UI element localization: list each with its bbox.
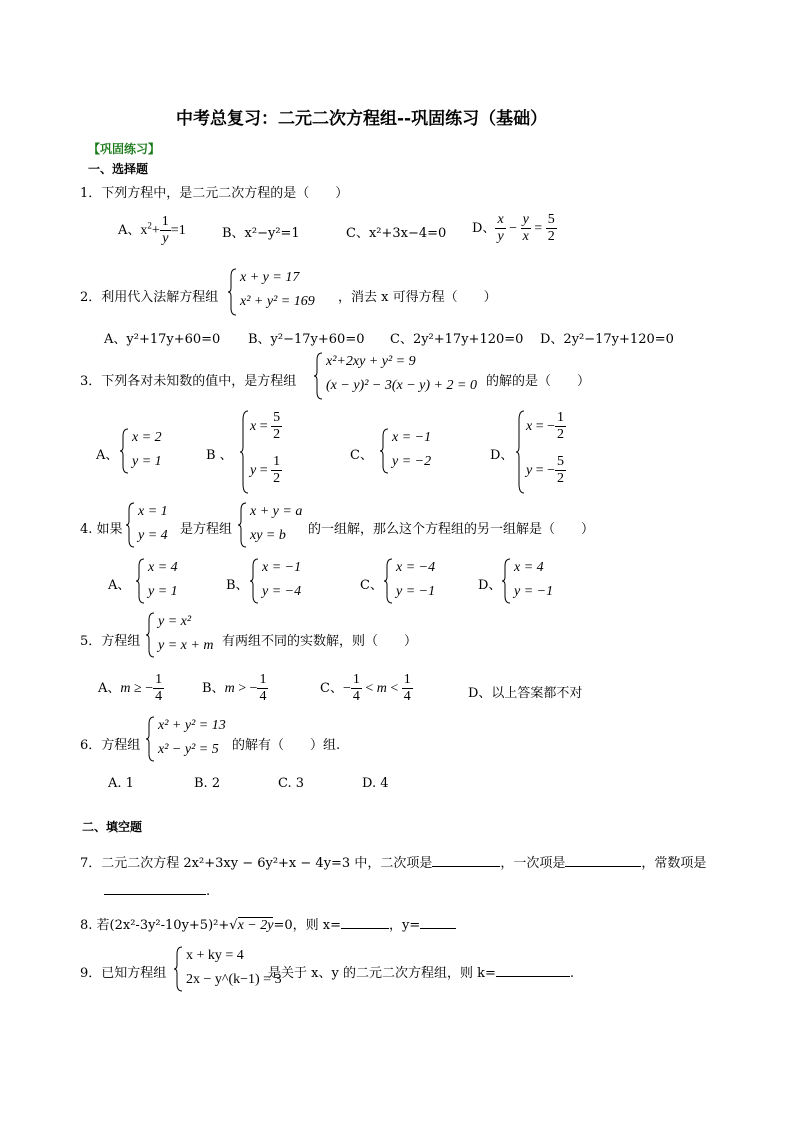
option-label: C、 xyxy=(320,681,343,697)
answer-blank[interactable] xyxy=(420,928,456,929)
brace-icon xyxy=(238,502,248,548)
question-4-stem-mid: 是方程组 xyxy=(180,522,233,537)
option-label: A、 xyxy=(98,681,121,697)
option-y: y = − $\frac{5}{2}$ xyxy=(526,454,565,487)
question-3-option-c xyxy=(380,428,450,476)
option-y: y = $\frac{1}{2}$ xyxy=(250,454,281,487)
option-x: x = 4 xyxy=(148,560,178,575)
system-eq-2: x² + y² = 169 xyxy=(240,294,315,309)
question-4-option-c-label: C、 xyxy=(360,578,383,593)
question-2-option-a: A、y²+17y+60=0 xyxy=(104,332,221,347)
system-eq-1: x + y = a xyxy=(250,504,303,519)
question-4-stem-pre: 4. 如果 xyxy=(80,522,123,537)
question-2-option-d: D、2y²−17y+120=0 xyxy=(540,332,674,347)
brace-icon xyxy=(146,716,156,762)
question-2-system xyxy=(228,268,338,318)
system-eq-1: x + y = 17 xyxy=(240,270,300,285)
question-8-mid: =0，则 x= xyxy=(273,918,341,933)
question-6-stem-pre: 6．方程组 xyxy=(80,738,141,753)
section-heading-fill: 二、填空题 xyxy=(82,820,143,834)
question-5-stem-pre: 5．方程组 xyxy=(80,634,141,649)
option-y: y = −1 xyxy=(514,584,554,599)
sqrt-content: x − 2y xyxy=(237,918,274,933)
answer-blank[interactable] xyxy=(565,866,641,867)
system-eq-2: xy = b xyxy=(250,528,286,543)
option-label: D、 xyxy=(472,221,496,237)
system-eq-2: y = x + m xyxy=(158,638,214,653)
question-7-stem: 7．二元二次方程 2x²+3xy − 6y²+x − 4y=3 中，二次项是 xyxy=(80,856,433,871)
system-eq-2: x² − y² = 5 xyxy=(158,742,219,757)
question-5-option-d: D、以上答案都不对 xyxy=(468,686,583,701)
question-1-stem: 1．下列方程中，是二元二次方程的是（ ） xyxy=(80,186,349,201)
question-6-option-a: A. 1 xyxy=(108,776,134,791)
option-label: B、 xyxy=(202,681,225,697)
answer-blank[interactable] xyxy=(341,928,389,929)
question-8-mid2: ，y= xyxy=(388,918,421,933)
question-3-option-b-label: B 、 xyxy=(206,448,233,463)
brace-icon xyxy=(384,558,394,604)
question-8-line xyxy=(80,914,456,934)
question-4-option-b xyxy=(250,558,312,606)
question-3-option-a-label: A、 xyxy=(96,448,119,463)
question-5-stem-post: 有两组不同的实数解，则（ ） xyxy=(222,634,418,649)
system-eq-1: x + ky = 4 xyxy=(186,948,244,963)
question-4-option-b-label: B、 xyxy=(226,578,249,593)
question-7-mid2: ，常数项是 xyxy=(641,856,707,871)
brace-icon xyxy=(174,946,184,992)
option-y: y = 1 xyxy=(132,454,162,469)
question-4-option-a-label: A、 xyxy=(108,578,131,593)
question-4-option-d xyxy=(502,558,564,606)
question-2-stem-pre: 2．利用代入法解方程组 xyxy=(80,290,219,305)
option-x: x = − $\frac{1}{2}$ xyxy=(526,410,565,443)
question-3-option-d-label: D、 xyxy=(490,448,514,463)
question-1-option-b: B、x²−y²=1 xyxy=(222,226,300,241)
question-5-option-b: B、m > − $\frac{1}{4}$ xyxy=(202,672,267,705)
question-4-option-d-label: D、 xyxy=(478,578,502,593)
question-3-stem-post: 的解的是（ ） xyxy=(486,374,591,389)
option-x: x = 2 xyxy=(132,430,162,445)
option-x: x = $\frac{5}{2}$ xyxy=(250,410,281,443)
question-1-option-c: C、x²+3x−4=0 xyxy=(346,226,447,241)
question-4-system xyxy=(238,502,310,550)
question-6-system xyxy=(146,716,242,764)
solution-y: y = 4 xyxy=(138,528,168,543)
answer-blank[interactable] xyxy=(432,866,500,867)
option-label: A、 xyxy=(118,223,141,239)
question-3-system xyxy=(314,352,489,402)
brace-icon xyxy=(314,352,324,400)
question-7-mid1: ，一次项是 xyxy=(500,856,566,871)
option-x: x = −1 xyxy=(392,430,432,445)
question-9-system xyxy=(174,946,282,994)
brace-icon xyxy=(228,268,238,316)
brace-icon xyxy=(240,410,250,494)
option-y: y = −4 xyxy=(262,584,302,599)
option-y: y = 1 xyxy=(148,584,178,599)
brace-icon xyxy=(502,558,512,604)
question-5-system xyxy=(146,612,226,660)
answer-blank[interactable] xyxy=(496,976,570,977)
brace-icon xyxy=(250,558,260,604)
question-3-option-d xyxy=(516,410,596,496)
section-tag: 【巩固练习】 xyxy=(88,142,161,156)
question-6-option-c: C. 3 xyxy=(278,776,305,791)
question-2-option-c: C、2y²+17y+120=0 xyxy=(390,332,524,347)
option-x: x = −1 xyxy=(262,560,302,575)
question-5-option-c: C、− $\frac{1}{4}$ < m < $\frac{1}{4}$ xyxy=(320,672,411,705)
question-7-line xyxy=(80,852,706,871)
question-4-solution xyxy=(126,502,178,550)
question-3-option-a xyxy=(120,428,180,476)
question-9-line xyxy=(268,962,574,981)
system-eq-2: 2x − y^(k−1) = 3 xyxy=(186,972,282,987)
section-heading-choice: 一、选择题 xyxy=(88,162,149,176)
system-eq-1: x² + y² = 13 xyxy=(158,718,226,733)
option-x: x = 4 xyxy=(514,560,544,575)
question-2-option-b: B、y²−17y+60=0 xyxy=(248,332,365,347)
question-9-stem-pre: 9．已知方程组 xyxy=(80,966,167,981)
question-6-option-b: B. 2 xyxy=(194,776,221,791)
question-9-stem-post: 是关于 x、y 的二元二次方程组，则 k= xyxy=(268,966,496,981)
system-eq-1: x²+2xy + y² = 9 xyxy=(326,354,416,369)
question-3-option-b xyxy=(240,410,300,496)
question-2-stem-post: ，消去 x 可得方程（ ） xyxy=(338,290,497,305)
brace-icon xyxy=(516,410,526,494)
question-6-stem-post: 的解有（ ）组. xyxy=(232,738,341,753)
option-y: y = −1 xyxy=(396,584,436,599)
brace-icon xyxy=(146,612,156,658)
answer-blank[interactable] xyxy=(104,894,206,895)
question-3-stem-pre: 3．下列各对未知数的值中，是方程组 xyxy=(80,374,297,389)
page-title: 中考总复习：二元二次方程组--巩固练习（基础） xyxy=(176,109,548,129)
question-5-option-a: A、m ≥ − $\frac{1}{4}$ xyxy=(98,672,163,705)
brace-icon xyxy=(136,558,146,604)
question-3-option-c-label: C、 xyxy=(350,448,373,463)
solution-x: x = 1 xyxy=(138,504,168,519)
question-4-stem-post: 的一组解，那么这个方程组的另一组解是（ ） xyxy=(308,522,595,537)
sqrt-icon: √ xyxy=(229,918,238,933)
question-4-option-a xyxy=(136,558,188,606)
question-7-line2 xyxy=(104,884,210,899)
question-9-end: . xyxy=(569,966,574,981)
question-1-option-a: A、$x^2+$ $\frac{1}{y}$ =1 xyxy=(118,214,186,247)
option-x: x = −4 xyxy=(396,560,436,575)
system-eq-1: y = x² xyxy=(158,614,192,629)
question-7-end: . xyxy=(206,884,211,899)
question-4-option-c xyxy=(384,558,446,606)
system-eq-2: (x − y)² − 3(x − y) + 2 = 0 xyxy=(326,378,477,393)
question-6-option-d: D. 4 xyxy=(362,776,389,791)
option-y: y = −2 xyxy=(392,454,432,469)
brace-icon xyxy=(120,428,130,474)
brace-icon xyxy=(380,428,390,474)
brace-icon xyxy=(126,502,136,548)
question-1-option-d: D、 $\frac{x}{y}$ − $\frac{y}{x}$ = $\frac{5}{2}$ xyxy=(472,212,555,245)
question-8-pre: 8. 若(2x²-3y²-10y+5)²+ xyxy=(80,918,230,933)
